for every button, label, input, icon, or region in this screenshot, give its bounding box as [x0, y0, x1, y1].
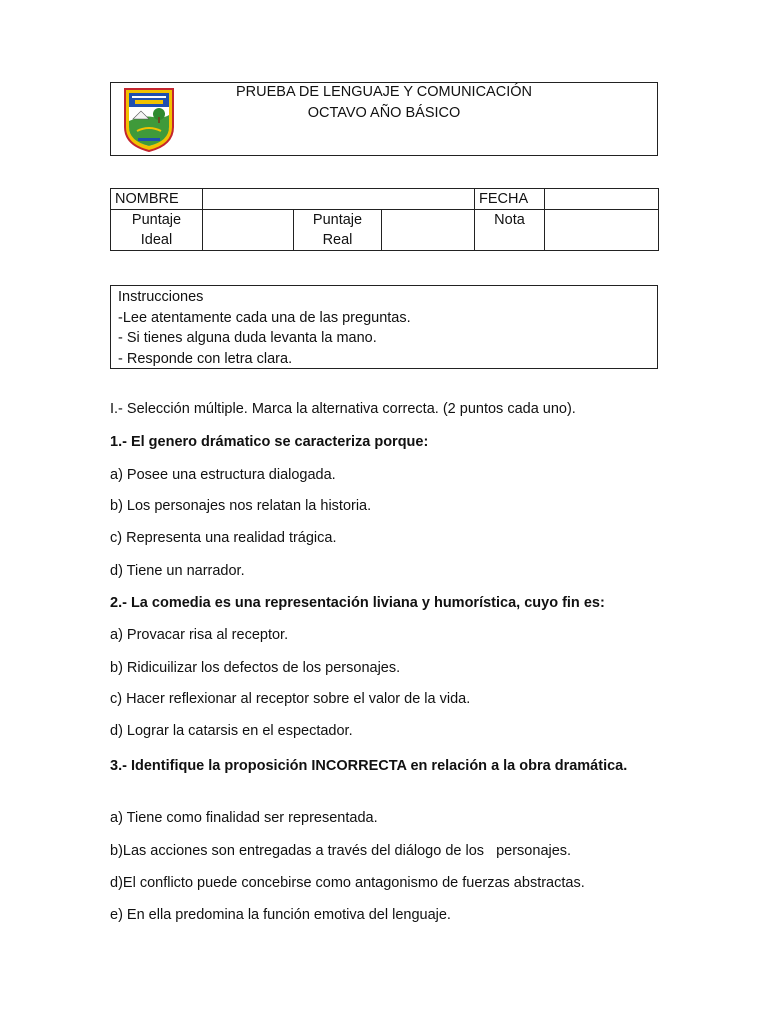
nombre-field[interactable]	[203, 189, 475, 210]
question-1-prompt: 1.- El genero drámatico se caracteriza porque:	[110, 434, 429, 450]
question-3-option-e[interactable]: e) En ella predomina la función emotiva del lenguaje.	[110, 907, 451, 923]
question-2-option-d[interactable]: d) Lograr la catarsis en el espectador.	[110, 723, 353, 739]
question-2-prompt: 2.- La comedia es una representación liviana y humorística, cuyo fin es:	[110, 595, 605, 611]
instruction-item: - Responde con letra clara.	[118, 350, 293, 367]
question-1-option-d[interactable]: d) Tiene un narrador.	[110, 563, 245, 579]
question-3-option-d[interactable]: d)El conflicto puede concebirse como antagonismo de fuerzas abstractas.	[110, 875, 585, 891]
question-1-option-b[interactable]: b) Los personajes nos relatan la historia.	[110, 498, 372, 514]
puntaje-real-label-line-1: Puntaje	[312, 212, 363, 228]
puntaje-ideal-label-line-1: Puntaje	[131, 212, 182, 228]
instructions-box	[110, 285, 658, 369]
question-2-option-a[interactable]: a) Provacar risa al receptor.	[110, 627, 289, 643]
question-3-prompt: 3.- Identifique la proposición INCORRECTA en relación a la obra dramática.	[110, 758, 628, 774]
puntaje-ideal-label	[111, 210, 203, 251]
puntaje-ideal-label-line-2: Ideal	[140, 232, 173, 248]
fecha-label: FECHA	[475, 189, 545, 210]
instruction-item: - Si tienes alguna duda levanta la mano.	[118, 330, 377, 346]
fecha-field[interactable]	[545, 189, 659, 210]
student-info-table	[110, 188, 659, 251]
question-2-option-b[interactable]: b) Ridicuilizar los defectos de los personajes.	[110, 660, 401, 676]
page-title-line-2: OCTAVO AÑO BÁSICO	[307, 105, 461, 121]
question-3-option-b[interactable]: b)Las acciones son entregadas a través del diálogo de los personajes.	[110, 843, 572, 859]
puntaje-real-label	[294, 210, 382, 251]
section-heading: I.- Selección múltiple. Marca la alternativa correcta. (2 puntos cada uno).	[110, 401, 576, 417]
nota-label: Nota	[475, 210, 545, 251]
instructions-heading: Instrucciones	[118, 289, 204, 305]
page-title-line-1: PRUEBA DE LENGUAJE Y COMUNICACIÓN	[236, 84, 532, 100]
question-1-option-c[interactable]: c) Representa una realidad trágica.	[110, 530, 337, 546]
question-2-option-c[interactable]: c) Hacer reflexionar al receptor sobre el valor de la vida.	[110, 691, 471, 707]
instruction-item: -Lee atentamente cada una de las preguntas.	[118, 309, 411, 326]
question-1-option-a[interactable]: a) Posee una estructura dialogada.	[110, 467, 336, 483]
header-box	[110, 82, 658, 156]
question-3-option-a[interactable]: a) Tiene como finalidad ser representada.	[110, 810, 378, 826]
nombre-label: NOMBRE	[111, 189, 203, 210]
puntaje-ideal-field[interactable]	[203, 210, 294, 251]
puntaje-real-label-line-2: Real	[322, 232, 353, 248]
puntaje-real-field[interactable]	[382, 210, 475, 251]
nota-field[interactable]	[545, 210, 659, 251]
